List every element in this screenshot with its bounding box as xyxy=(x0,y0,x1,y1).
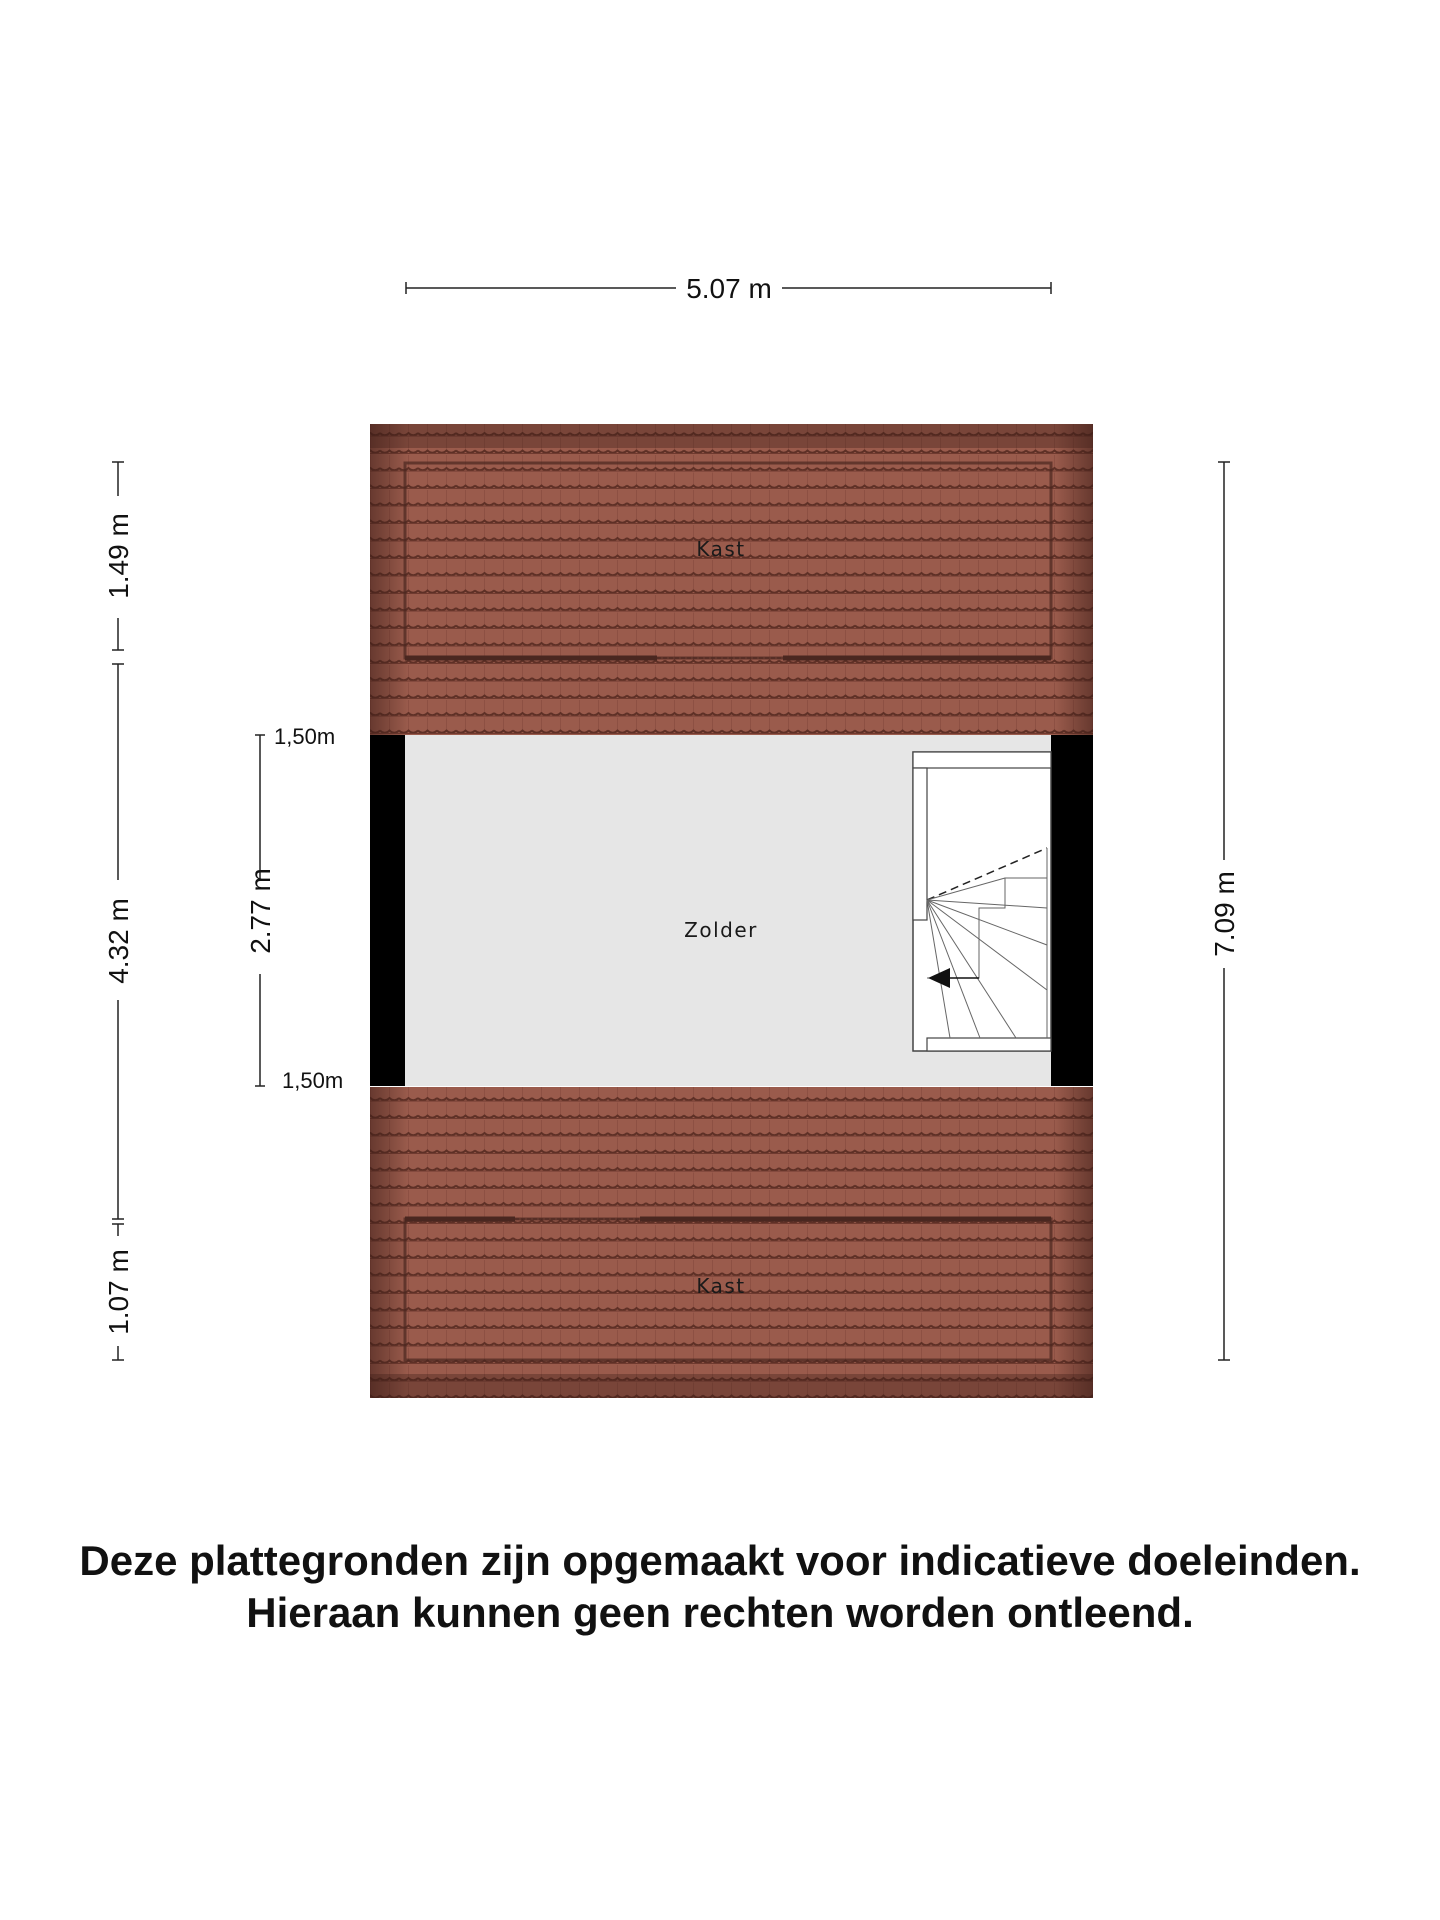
height-label-upper: 1,50m xyxy=(274,724,336,749)
dimension-right-label: 7.09 m xyxy=(1209,871,1240,957)
dimension-left-chain xyxy=(103,462,134,1360)
dimension-left-upper-label: 1.49 m xyxy=(103,513,134,599)
dimension-left-lower-label: 1.07 m xyxy=(103,1249,134,1335)
disclaimer xyxy=(0,1535,1440,1639)
room-label-kast-top: Kast xyxy=(696,537,746,561)
disclaimer-line-2: Hieraan kunnen geen rechten worden ontleend. xyxy=(246,1589,1194,1636)
room-label-zolder: Zolder xyxy=(684,918,758,942)
dimension-top-label: 5.07 m xyxy=(686,273,772,304)
room-label-kast-bottom: Kast xyxy=(696,1274,746,1298)
dimension-top xyxy=(406,273,1051,304)
roof-top xyxy=(370,424,1093,735)
staircase xyxy=(913,752,1051,1051)
dimension-right xyxy=(1209,462,1240,1360)
wall-right xyxy=(1051,735,1093,1086)
roof-bottom xyxy=(370,1087,1093,1398)
wall-left xyxy=(370,735,405,1086)
disclaimer-line-1: Deze plattegronden zijn opgemaakt voor indicatieve doeleinden. xyxy=(79,1537,1361,1584)
height-label-lower: 1,50m xyxy=(282,1068,344,1093)
dimension-inner-left xyxy=(245,724,343,1093)
dimension-inner-label: 2.77 m xyxy=(245,868,276,954)
dimension-left-middle-label: 4.32 m xyxy=(103,898,134,984)
